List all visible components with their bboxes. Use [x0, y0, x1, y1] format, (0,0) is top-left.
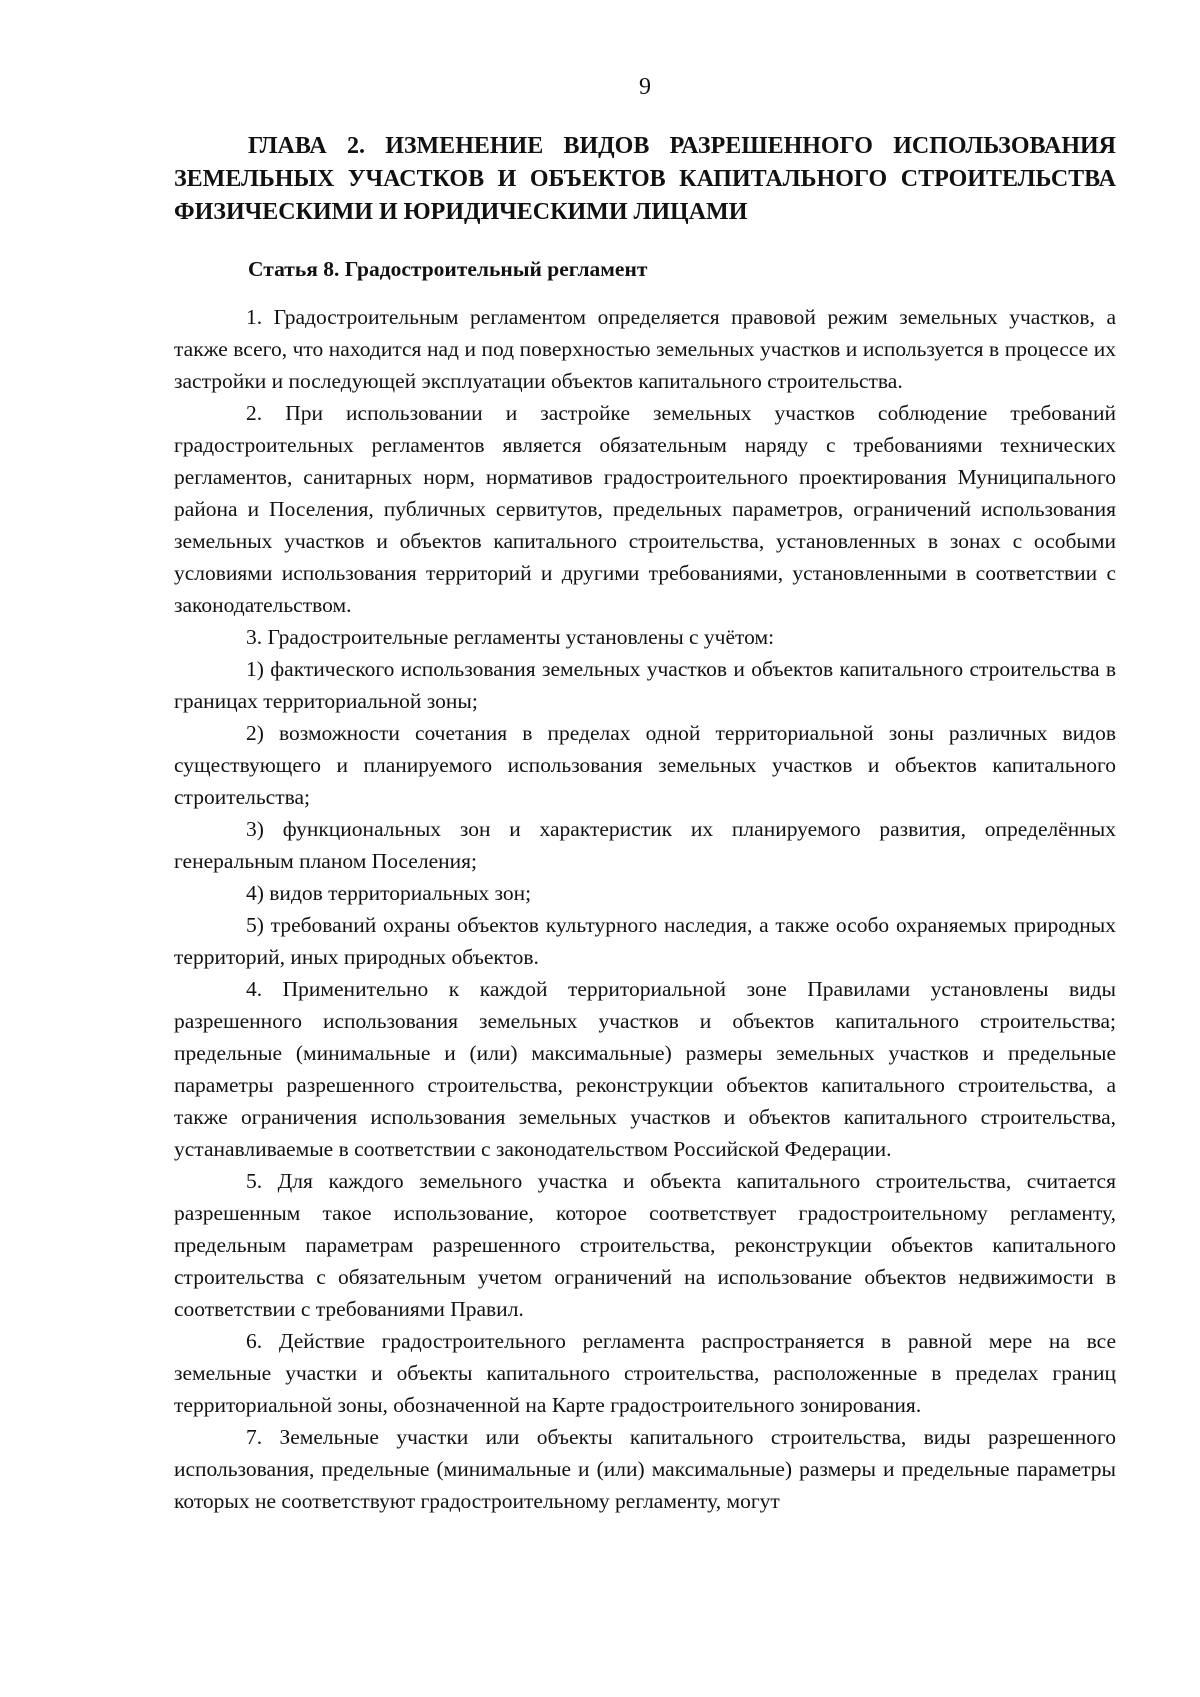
list-item-2: 2) возможности сочетания в пределах одной территориальной зоны различных видов существующего и планируемого использования земельных участков и объектов капитального строительства; — [174, 721, 1116, 809]
paragraph-2: 2. При использовании и застройке земельных участков соблюдение требований градостроительных регламентов является обязательным наряду с требованиями технических регламентов, санитарных норм, нормативов градостроительного проектирования Муниципального района и Поселения, публичных сервитутов, предельных параметров, ограничений использования земельных участков и объектов капитального строительства, установленных в зонах с особыми условиями использования территорий и другими требованиями, установленными в соответствии с законодательством. — [174, 401, 1116, 617]
paragraph-1: 1. Градостроительным регламентом определяется правовой режим земельных участков, а также всего, что находится над и под поверхностью земельных участков и используется в процессе их застройки и последующей эксплуатации объектов капитального строительства. — [174, 305, 1116, 393]
document-page — [174, 0, 1116, 1697]
article-body — [174, 301, 1116, 1517]
article-title: Статья 8. Градостроительный регламент — [248, 257, 648, 281]
list-item-5: 5) требований охраны объектов культурного наследия, а также особо охраняемых природных территорий, иных природных объектов. — [174, 913, 1116, 969]
paragraph-5: 5. Для каждого земельного участка и объекта капитального строительства, считается разрешенным такое использование, которое соответствует градостроительному регламенту, предельным параметрам разрешенного строительства, реконструкции объектов капитального строительства с обязательным учетом ограничений на использование объектов недвижимости в соответствии с требованиями Правил. — [174, 1169, 1116, 1321]
paragraph-4: 4. Применительно к каждой территориальной зоне Правилами установлены виды разрешенного использования земельных участков и объектов капитального строительства; предельные (минимальные и (или) максимальные) размеры земельных участков и предельные параметры разрешенного строительства, реконструкции объектов капитального строительства, а также ограничения использования земельных участков и объектов капитального строительства, устанавливаемые в соответствии с законодательством Российской Федерации. — [174, 977, 1116, 1161]
list-item-1: 1) фактического использования земельных участков и объектов капитального строительства в границах территориальной зоны; — [174, 657, 1116, 713]
paragraph-3: 3. Градостроительные регламенты установлены с учётом: — [246, 625, 775, 649]
paragraph-7: 7. Земельные участки или объекты капитального строительства, виды разрешенного использования, предельные (минимальные и (или) максимальные) размеры и предельные параметры которых не соответствуют градостроительному регламенту, могут — [174, 1425, 1116, 1513]
list-item-4: 4) видов территориальных зон; — [246, 881, 532, 905]
list-item-3: 3) функциональных зон и характеристик их планируемого развития, определённых генеральным планом Поселения; — [174, 817, 1116, 873]
chapter-title: ГЛАВА 2. ИЗМЕНЕНИЕ ВИДОВ РАЗРЕШЕННОГО ИСПОЛЬЗОВАНИЯ ЗЕМЕЛЬНЫХ УЧАСТКОВ И ОБЪЕКТОВ КАПИТАЛЬНОГО СТРОИТЕЛЬСТВА ФИЗИЧЕСКИМИ И ЮРИДИЧЕСКИМИ ЛИЦАМИ — [174, 133, 1116, 225]
page-number: 9 — [639, 74, 651, 100]
paragraph-6: 6. Действие градостроительного регламента распространяется в равной мере на все земельные участки и объекты капитального строительства, расположенные в пределах границ территориальной зоны, обозначенной на Карте градостроительного зонирования. — [174, 1329, 1116, 1417]
